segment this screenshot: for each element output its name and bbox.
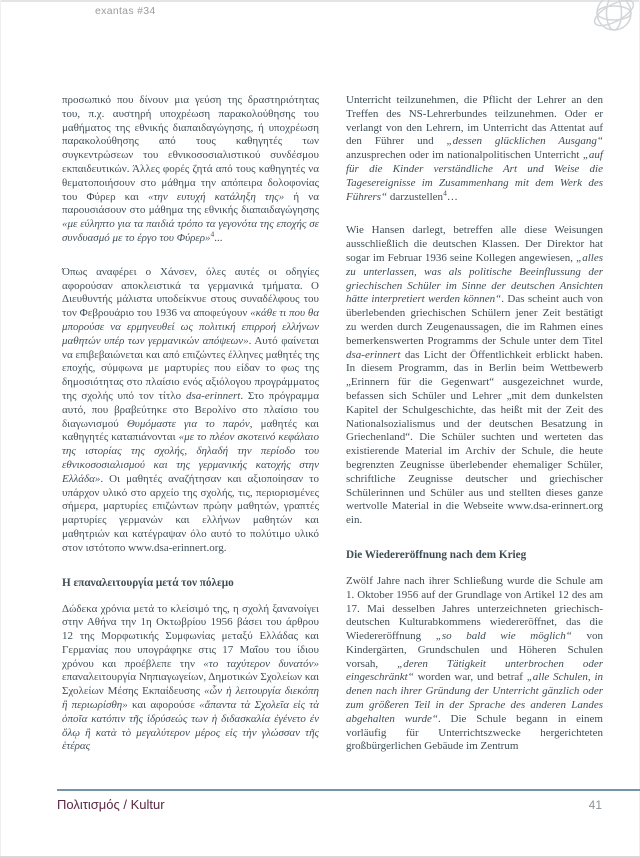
body-paragraph: Zwölf Jahre nach ihrer Schließung wurde die Schule am 1. Oktober 1956 auf der Grundlage von Artikel 12 des am 17. Mai desselben Jahres unterzeichneten griechisch-deutschen Kulturabkommens wiedereröffnet, das die Wiedereröffnung „so bald wie möglich“ von Kindergärten, Grundschulen und Höheren Schulen vorsah, „deren Tätigkeit unterbrochen oder eingeschränkt“ worden war, und betraf „alle Schulen, in denen nach ihrer Gründung der Unterricht gänzlich oder zum größeren Teil in der Sprache des anderen Landes abgehalten wurde“. Die Schule begann in einem vorläufig für Unterrichtszwecke hergerichteten großbürgerlichen Gebäude im Zentrum (346, 574, 603, 753)
body-paragraph: προσωπικό που δίνουν μια γεύση της δραστηριότητας του, π.χ. αυστηρή υποχρέωση παρακολούθησης του μαθήματος της εθνικής διαπαιδαγώγησης, ή υποχρέωση παρακολούθησης από τους καθηγητές των συγκεντρώσεων του εθνικοσοσιαλιστικού συνδέσμου εκπαιδευτικών. Άλλες φορές ζητά από τους καθηγητές να θεματοποιήσουν στο μάθημα την απόπειρα δολοφονίας του Φύρερ και «την ευτυχή κατάληξη της» ή να παρουσιάσουν στο μάθημα της εθνικής διαπαιδαγώγησης «με εύληπτο για τα παιδιά τρόπο τα γεγονότα της εποχής σε συνδυασμό με το έργο του Φύρερ»$^4$... (62, 94, 320, 244)
page-number: 41 (588, 798, 602, 812)
section-heading: Η επαναλειτουργία μετά τον πόλεμο (62, 576, 234, 589)
section-heading: Die Wiedereröffnung nach dem Krieg (346, 548, 527, 561)
body-paragraph: Όπως αναφέρει ο Χάνσεν, όλες αυτές οι οδηγίες αφορούσαν αποκλειστικά τα γερμανικά τμήματα. Ο Διευθυντής μάλιστα υποδείκνυε στους συναδέλφους του τον Φεβρουάριο του 1936 να αποφεύγουν «κάθε τι που θα μπορούσε να ερμηνευθεί ως πολιτική επιρροή ελλήνων μαθητών υπέρ των γερμανικών απόψεων». Αυτό φαίνεται να επιβεβαιώνεται και από επιζώντες έλληνες μαθητές της εποχής, σύμφωνα με μαρτυρίες που είδαν το φως της δημοσιότητας στο πλαίσιο ενός αξιόλογου προγράμματος της σχολής υπό τον τίτλο dsa-erinnert. Στο πρόγραμμα αυτό, που βραβεύτηκε στο Βερολίνο στο πλαίσιο του διαγωνισμού Θυμόμαστε για το παρόν, μαθητές και καθηγητές καταπιάνονται «με το πλέον σκοτεινό κεφάλαιο της ιστορίας της σχολής, δηλαδή την περίοδο του εθνικοσοσιαλισμού και της γερμανικής κατοχής στην Ελλάδα». Οι μαθητές αναζήτησαν και αξιοποίησαν το υπάρχον υλικό στο αρχείο της σχολής, τις, περιορισμένες σήμερα, μαρτυρίες επιζώντων πρώην μαθητών, γραπτές μαρτυρίες γερμανών και ελλήνων μαθητών και μαθητριών και κατέγραψαν όλο αυτό το πολύτιμο υλικό στον ιστότοπο www.dsa-erinnert.org. (62, 265, 320, 554)
globe-icon (591, 0, 637, 37)
issue-label: exantas #34 (95, 5, 156, 17)
footer-divider (57, 789, 640, 791)
page-top-edge (0, 0, 640, 2)
article-body (62, 94, 603, 774)
body-paragraph: Wie Hansen darlegt, betreffen alle diese Weisungen ausschließlich die deutschen Klassen. Der Direktor hat sogar im Februar 1936 seine Kollegen angewiesen, „alles zu unterlassen, was als politische Beeinflussung der griechischen Schüler im Sinne der deutschen Ansichten hätte interpretiert werden können“. Das scheint auch von überlebenden griechischen Schülern jener Zeit bestätigt zu werden durch Zeugenaussagen, die im Rahmen eines bemerkenswerten Programms der Schule unter dem Titel dsa-erinnert das Licht der Öffentlichkeit erblickt haben. In diesem Programm, das in Berlin beim Wettbewerb „Erinnern für die Gegenwart“ ausgezeichnet wurde, befassen sich Schüler und Lehrer „mit dem dunkelsten Kapitel der Schulgeschichte, das heißt mit der Zeit des Nationalsozialismus und der deutschen Besatzung in Griechenland“. Die Schüler suchten und werteten das existierende Material im Archiv der Schule, die heute begrenzten Zeugnisse überlebender ehemaliger Schüler, schriftliche Zeugnisse deutscher und griechischer Schülerinnen und Schüler aus und stellten dieses ganze wertvolle Material in die Webseite www.dsa-erinnert.org ein. (346, 224, 604, 527)
page-left-edge (0, 0, 1, 858)
column-right-german (346, 94, 603, 774)
body-paragraph: Δώδεκα χρόνια μετά το κλείσιμό της, η σχολή ξανανοίγει στην Αθήνα την 1η Οκτωβρίου 1956 βάσει του άρθρου 12 της Μορφωτικής Συμφωνίας μεταξύ Ελλάδας και Γερμανίας που υπογράφηκε στις 17 Μαΐου του ίδιου χρόνου και προέβλεπε την «το ταχύτερον δυνατόν» επαναλειτουργία Νηπιαγωγείων, Δημοτικών Σχολείων και Σχολείων Μέσης Εκπαίδευσης «ὧν ἡ λειτουργία διεκόπη ἢ περιωρίσθη» και αφορούσε «ἅπαντα τὰ Σχολεῖα εἰς τὰ ὁποῖα κατόπιν τῆς ἱδρύσεώς των ἡ διδασκαλία ἐγένετο ἐν ὅλῳ ἢ κατὰ τὸ μεγαλύτερον μέρος εἰς τὴν γλώσσαν τῆς ἑτέρας (62, 602, 320, 753)
column-left-greek (62, 94, 319, 774)
body-paragraph: Unterricht teilzunehmen, die Pflicht der Lehrer an den Treffen des NS-Lehrerbundes teilzunehmen. Oder er verlangt von den Lehrern, im Unterricht das Attentat auf den Führer und „dessen glücklichen Ausgang“ anzusprechen oder im nationalpolitischen Unterricht „auf für die Kinder verständliche Art und Weise die Tagesereignisse im Zusammenhang mit dem Werk des Führers“ darzustellen$^4$… (346, 94, 603, 203)
footer-section-label: Πολιτισμός / Kultur (57, 797, 165, 812)
